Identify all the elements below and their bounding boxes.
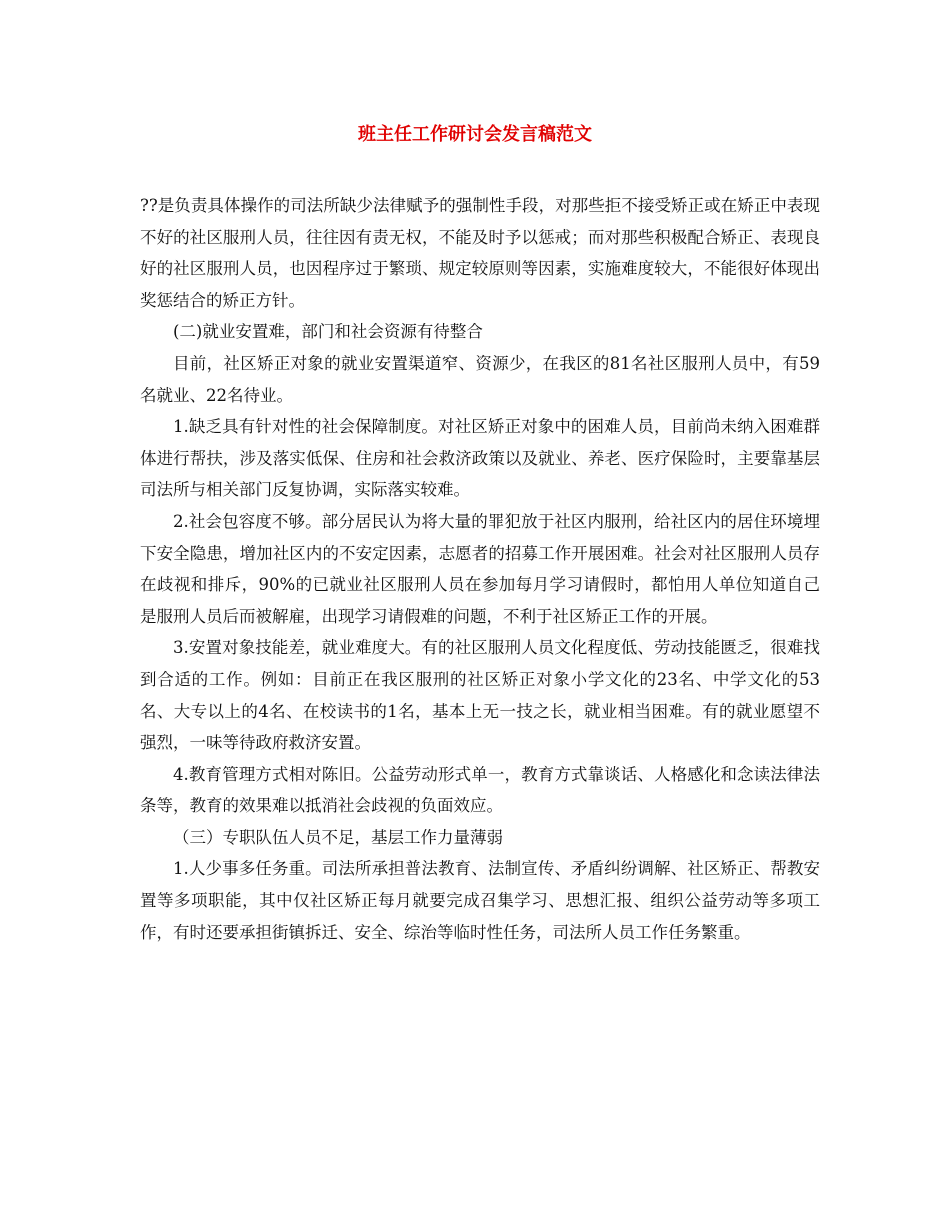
document-body (140, 190, 820, 948)
paragraph-item-2-social-tolerance: 2.社会包容度不够。部分居民认为将大量的罪犯放于社区内服刑，给社区内的居住环境埋下安全隐患，增加社区内的不安定因素，志愿者的招募工作开展困难。社会对社区服刑人员存在歧视和排斥，90%的已就业社区服刑人员在参加每月学习请假时，都怕用人单位知道自己是服刑人员后而被解雇，出现学习请假难的问题，不利于社区矫正工作的开展。 (140, 511, 820, 626)
section-heading-employment: (二)就业安置难，部门和社会资源有待整合 (173, 322, 483, 342)
section-heading-staffing: （三）专职队伍人员不足，基层工作力量薄弱 (173, 827, 503, 847)
paragraph-item-4-education-methods: 4.教育管理方式相对陈旧。公益劳动形式单一，教育方式靠谈话、人格感化和念读法律法条等，教育的效果难以抵消社会歧视的负面效应。 (140, 764, 820, 816)
paragraph-continued: ??是负责具体操作的司法所缺少法律赋予的强制性手段，对那些拒不接受矫正或在矫正中表现不好的社区服刑人员，往往因有责无权，不能及时予以惩戒；而对那些积极配合矫正、表现良好的社区服刑人员，也因程序过于繁琐、规定较原则等因素，实施难度较大，不能很好体现出奖惩结合的矫正方针。 (140, 196, 820, 310)
paragraph-item-1-workload: 1.人少事多任务重。司法所承担普法教育、法制宣传、矛盾纠纷调解、社区矫正、帮教安置等多项职能，其中仅社区矫正每月就要完成召集学习、思想汇报、组织公益劳动等多项工作，有时还要承担街镇拆迁、安全、综治等临时性任务，司法所人员工作任务繁重。 (140, 859, 820, 942)
paragraph-employment-overview: 目前，社区矫正对象的就业安置渠道窄、资源少，在我区的81名社区服刑人员中，有59名就业、22名待业。 (140, 353, 820, 405)
document-title: 班主任工作研讨会发言稿范文 (358, 124, 592, 145)
paragraph-item-3-skills: 3.安置对象技能差，就业难度大。有的社区服刑人员文化程度低、劳动技能匮乏，很难找到合适的工作。例如：目前正在我区服刑的社区矫正对象小学文化的23名、中学文化的53名、大专以上的4名、在校读书的1名，基本上无一技之长，就业相当困难。有的就业愿望不强烈，一味等待政府救济安置。 (140, 638, 820, 753)
paragraph-item-1-social-security: 1.缺乏具有针对性的社会保障制度。对社区矫正对象中的困难人员，目前尚未纳入困难群体进行帮扶，涉及落实低保、住房和社会救济政策以及就业、养老、医疗保险时，主要靠基层司法所与相关部门反复协调，实际落实较难。 (140, 417, 820, 500)
